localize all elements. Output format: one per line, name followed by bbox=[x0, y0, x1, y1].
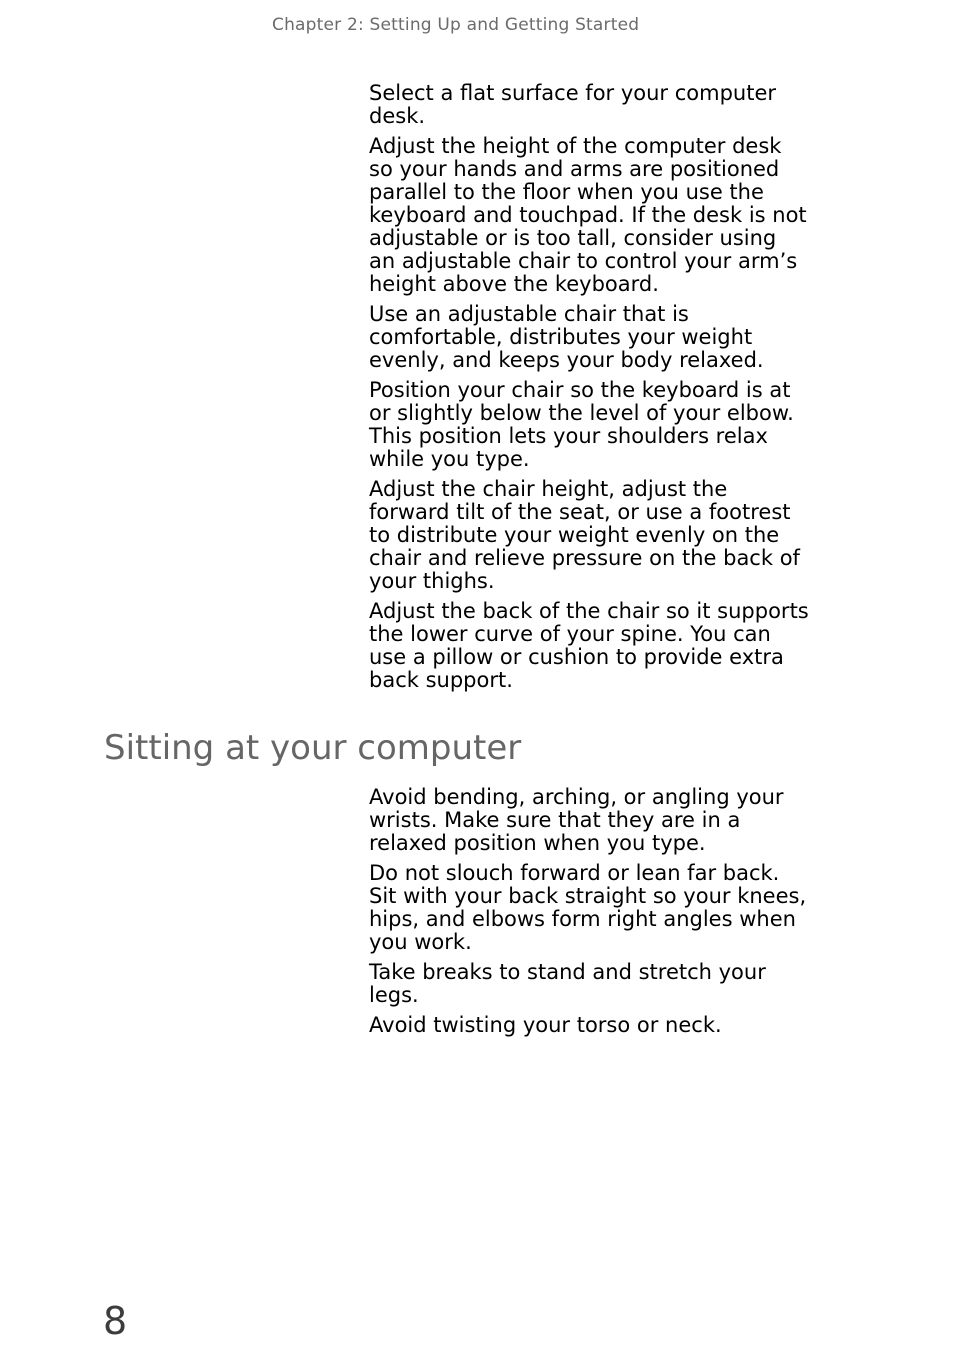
paragraph: Adjust the back of the chair so it supports the lower curve of your spine. You can use a pillow or cushion to provide extra back support. bbox=[369, 599, 809, 692]
desk-setup-paragraphs bbox=[369, 82, 809, 699]
paragraph: Position your chair so the keyboard is at or slightly below the level of your elbow. This position lets your shoulders relax while you type. bbox=[369, 378, 794, 471]
page-number: 8 bbox=[103, 1299, 128, 1343]
paragraph: Select a flat surface for your computer desk. bbox=[369, 81, 777, 128]
paragraph: Use an adjustable chair that is comfortable, distributes your weight evenly, and keeps your body relaxed. bbox=[369, 302, 764, 372]
paragraph: Avoid bending, arching, or angling your wrists. Make sure that they are in a relaxed position when you type. bbox=[369, 785, 784, 855]
paragraph: Adjust the chair height, adjust the forward tilt of the seat, or use a footrest to distribute your weight evenly on the chair and relieve pressure on the back of your thighs. bbox=[369, 477, 800, 593]
section-heading: Sitting at your computer bbox=[104, 728, 522, 768]
running-header: Chapter 2: Setting Up and Getting Started bbox=[272, 15, 640, 35]
paragraph: Avoid twisting your torso or neck. bbox=[369, 1013, 722, 1037]
paragraph: Adjust the height of the computer desk so your hands and arms are positioned parallel to the floor when you use the keyboard and touchpad. If the desk is not adjustable or is too tall, consider using an adjustable chair to control your arm’s height above the keyboard. bbox=[369, 134, 807, 296]
paragraph: Take breaks to stand and stretch your legs. bbox=[369, 960, 766, 1007]
paragraph: Do not slouch forward or lean far back. Sit with your back straight so your knees, hips, and elbows form right angles when you work. bbox=[369, 861, 807, 954]
sitting-paragraphs bbox=[369, 786, 809, 1044]
